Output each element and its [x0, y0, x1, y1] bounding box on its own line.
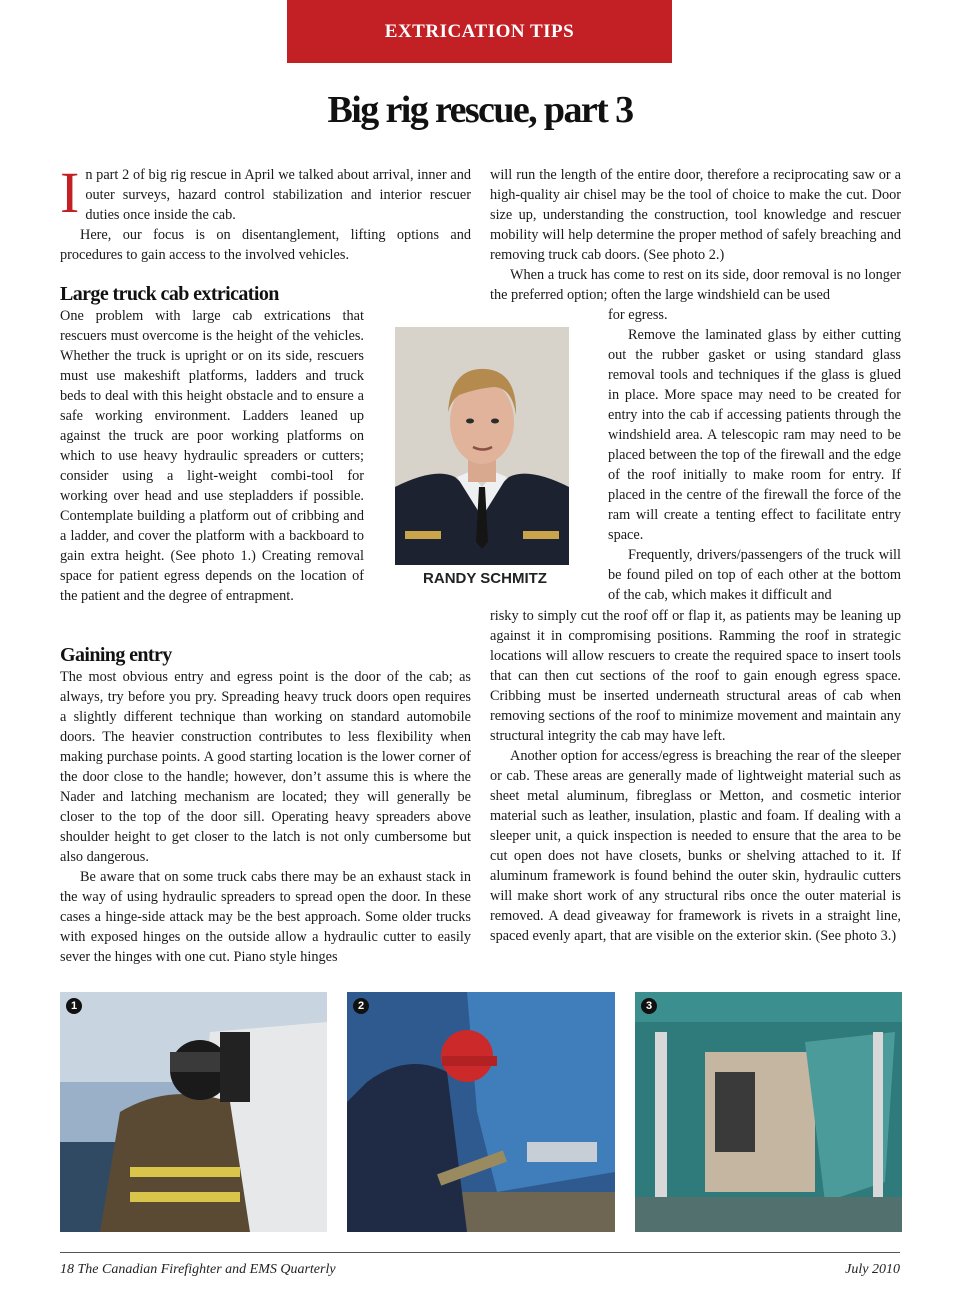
- photo-3: [635, 992, 902, 1232]
- intro-paragraph-1: n part 2 of big rig rescue in April we talked about arrival, inner and outer surveys, hazard control stabilization and interior rescuer duties once inside the cab.: [85, 167, 471, 223]
- gaining-entry-paragraph-2: Be aware that on some truck cabs there may be an exhaust stack in the way of using hydraulic spreaders to spread open the door. In these cases a hinge-side attack may be the best approach. Some older trucks with exposed hinges on the outside allow a hydraulic cutter to easily sever the hinges with one cut. Piano style hinges: [60, 869, 471, 965]
- intro-paragraph-2: Here, our focus is on disentanglement, lifting options and procedures to gain access to the involved vehicles.: [60, 227, 471, 263]
- right-paragraph-5: Another option for access/egress is breaching the rear of the sleeper or cab. These areas are generally made of lightweight material such as sheet metal aluminum, fibreglass or Metton, and cosmetic interior material such as leather, insulation, plastic and foam. If dealing with a sleeper unit, a quick inspection is needed to ensure that the area to be cut open does not have closets, bunks or shelving attached to it. If aluminum framework is found behind the outer skin, hydraulic cutters will make short work of any structural ribs once the outer material is removed. A dead giveaway for framework is rivets in a straight line, spaced evenly apart, that are visible on the exterior skin. (See photo 3.): [490, 748, 901, 944]
- author-portrait: [395, 327, 569, 565]
- right-paragraph-4a: Frequently, drivers/passengers of the truck will be found piled on top of each other at the bottom of the cab, which makes it difficult and: [608, 547, 901, 603]
- photo-number-1: 1: [66, 998, 82, 1014]
- right-paragraph-2b: for egress.: [608, 307, 668, 323]
- right-paragraph-3: Remove the laminated glass by either cutting out the rubber gasket or using standard glass removal tools and techniques if the glass is glued in place. More space may need to be created for entry into the cab if accessing patients through the windshield area. A telescopic ram may need to be placed between the top of the firewall and the edge of the roof initially to make room for entry. If placed in the centre of the firewall the force of the ram will create a tenting effect to facilitate entry space.: [608, 327, 901, 543]
- footer-rule: [60, 1252, 900, 1253]
- subhead-large-truck-cab: Large truck cab extrication: [60, 283, 279, 305]
- intro-block: [60, 160, 471, 265]
- right-column-bottom: [490, 606, 901, 946]
- footer-date: July 2010: [845, 1262, 900, 1277]
- photo-number-3: 3: [641, 998, 657, 1014]
- large-cab-paragraph: One problem with large cab extrications that rescuers must overcome is the height of the vehicles. Whether the truck is upright or on its side, rescuers must use makeshift platforms, ladders and truck beds to deal with this height obstacle and to ensure a safe working environment. Ladders leaned up against the truck are poor working platforms on which to use heavy hydraulic spreaders or cutters; consider using a light-weight combi-tool for working over head and use stepladders if possible. Contemplate building a platform out of cribbing and a ladder, and cover the platform with a backboard to gain extra height. (See photo 1.) Creating removal space for patient egress depends on the location of the patient and the degree of entrapment.: [60, 308, 364, 604]
- right-paragraph-1: will run the length of the entire door, therefore a reciprocating saw or a high-quality air chisel may be the tool of choice to make the cut. Door size up, understanding the construction, tool knowledge and rescuer mobility will help determine the proper method of safely breaching and removing truck cab doors. (See photo 2.): [490, 167, 901, 263]
- photo-number-2: 2: [353, 998, 369, 1014]
- subhead-gaining-entry: Gaining entry: [60, 644, 172, 666]
- gaining-entry-paragraph-1: The most obvious entry and egress point is the door of the cab; as always, try before you pry. Spreading heavy truck doors open requires a slightly different technique than working on standard automobile doors. The heavier construction contributes to less flexibility when making purchase points. A good starting location is the lower corner of the door close to the handle; however, don’t assume this is where the Nader and latching mechanism are located; they will generally be closer to the top of the door sill. Operating heavy spreaders above shoulder height to get closer to the latch is not only cumbersome but also dangerous.: [60, 669, 471, 865]
- section-banner: EXTRICATION TIPS: [287, 0, 672, 63]
- right-column-narrow: [608, 305, 901, 605]
- photo-2: [347, 992, 615, 1232]
- drop-cap: I: [60, 160, 80, 225]
- headline: Big rig rescue, part 3: [327, 89, 633, 131]
- right-paragraph-4b: risky to simply cut the roof off or flap it, as patients may be leaning up against it in compromising positions. Ramming the roof in strategic locations will allow rescuers to create the required space to insert tools that can then cut sections of the roof to gain enough egress space. Cribbing must be inserted underneath structural areas of cab when removing sections of the roof to minimize movement and maintain any structural integrity the cab may have left.: [490, 608, 901, 744]
- gaining-entry-block: [60, 667, 471, 967]
- right-column-top: [490, 165, 901, 305]
- right-paragraph-2: When a truck has come to rest on its side, door removal is no longer the preferred option; often the large windshield can be used: [490, 267, 901, 303]
- footer-publication: 18 The Canadian Firefighter and EMS Quarterly: [60, 1262, 336, 1277]
- photo-1: [60, 992, 327, 1232]
- portrait-caption: RANDY SCHMITZ: [423, 570, 547, 587]
